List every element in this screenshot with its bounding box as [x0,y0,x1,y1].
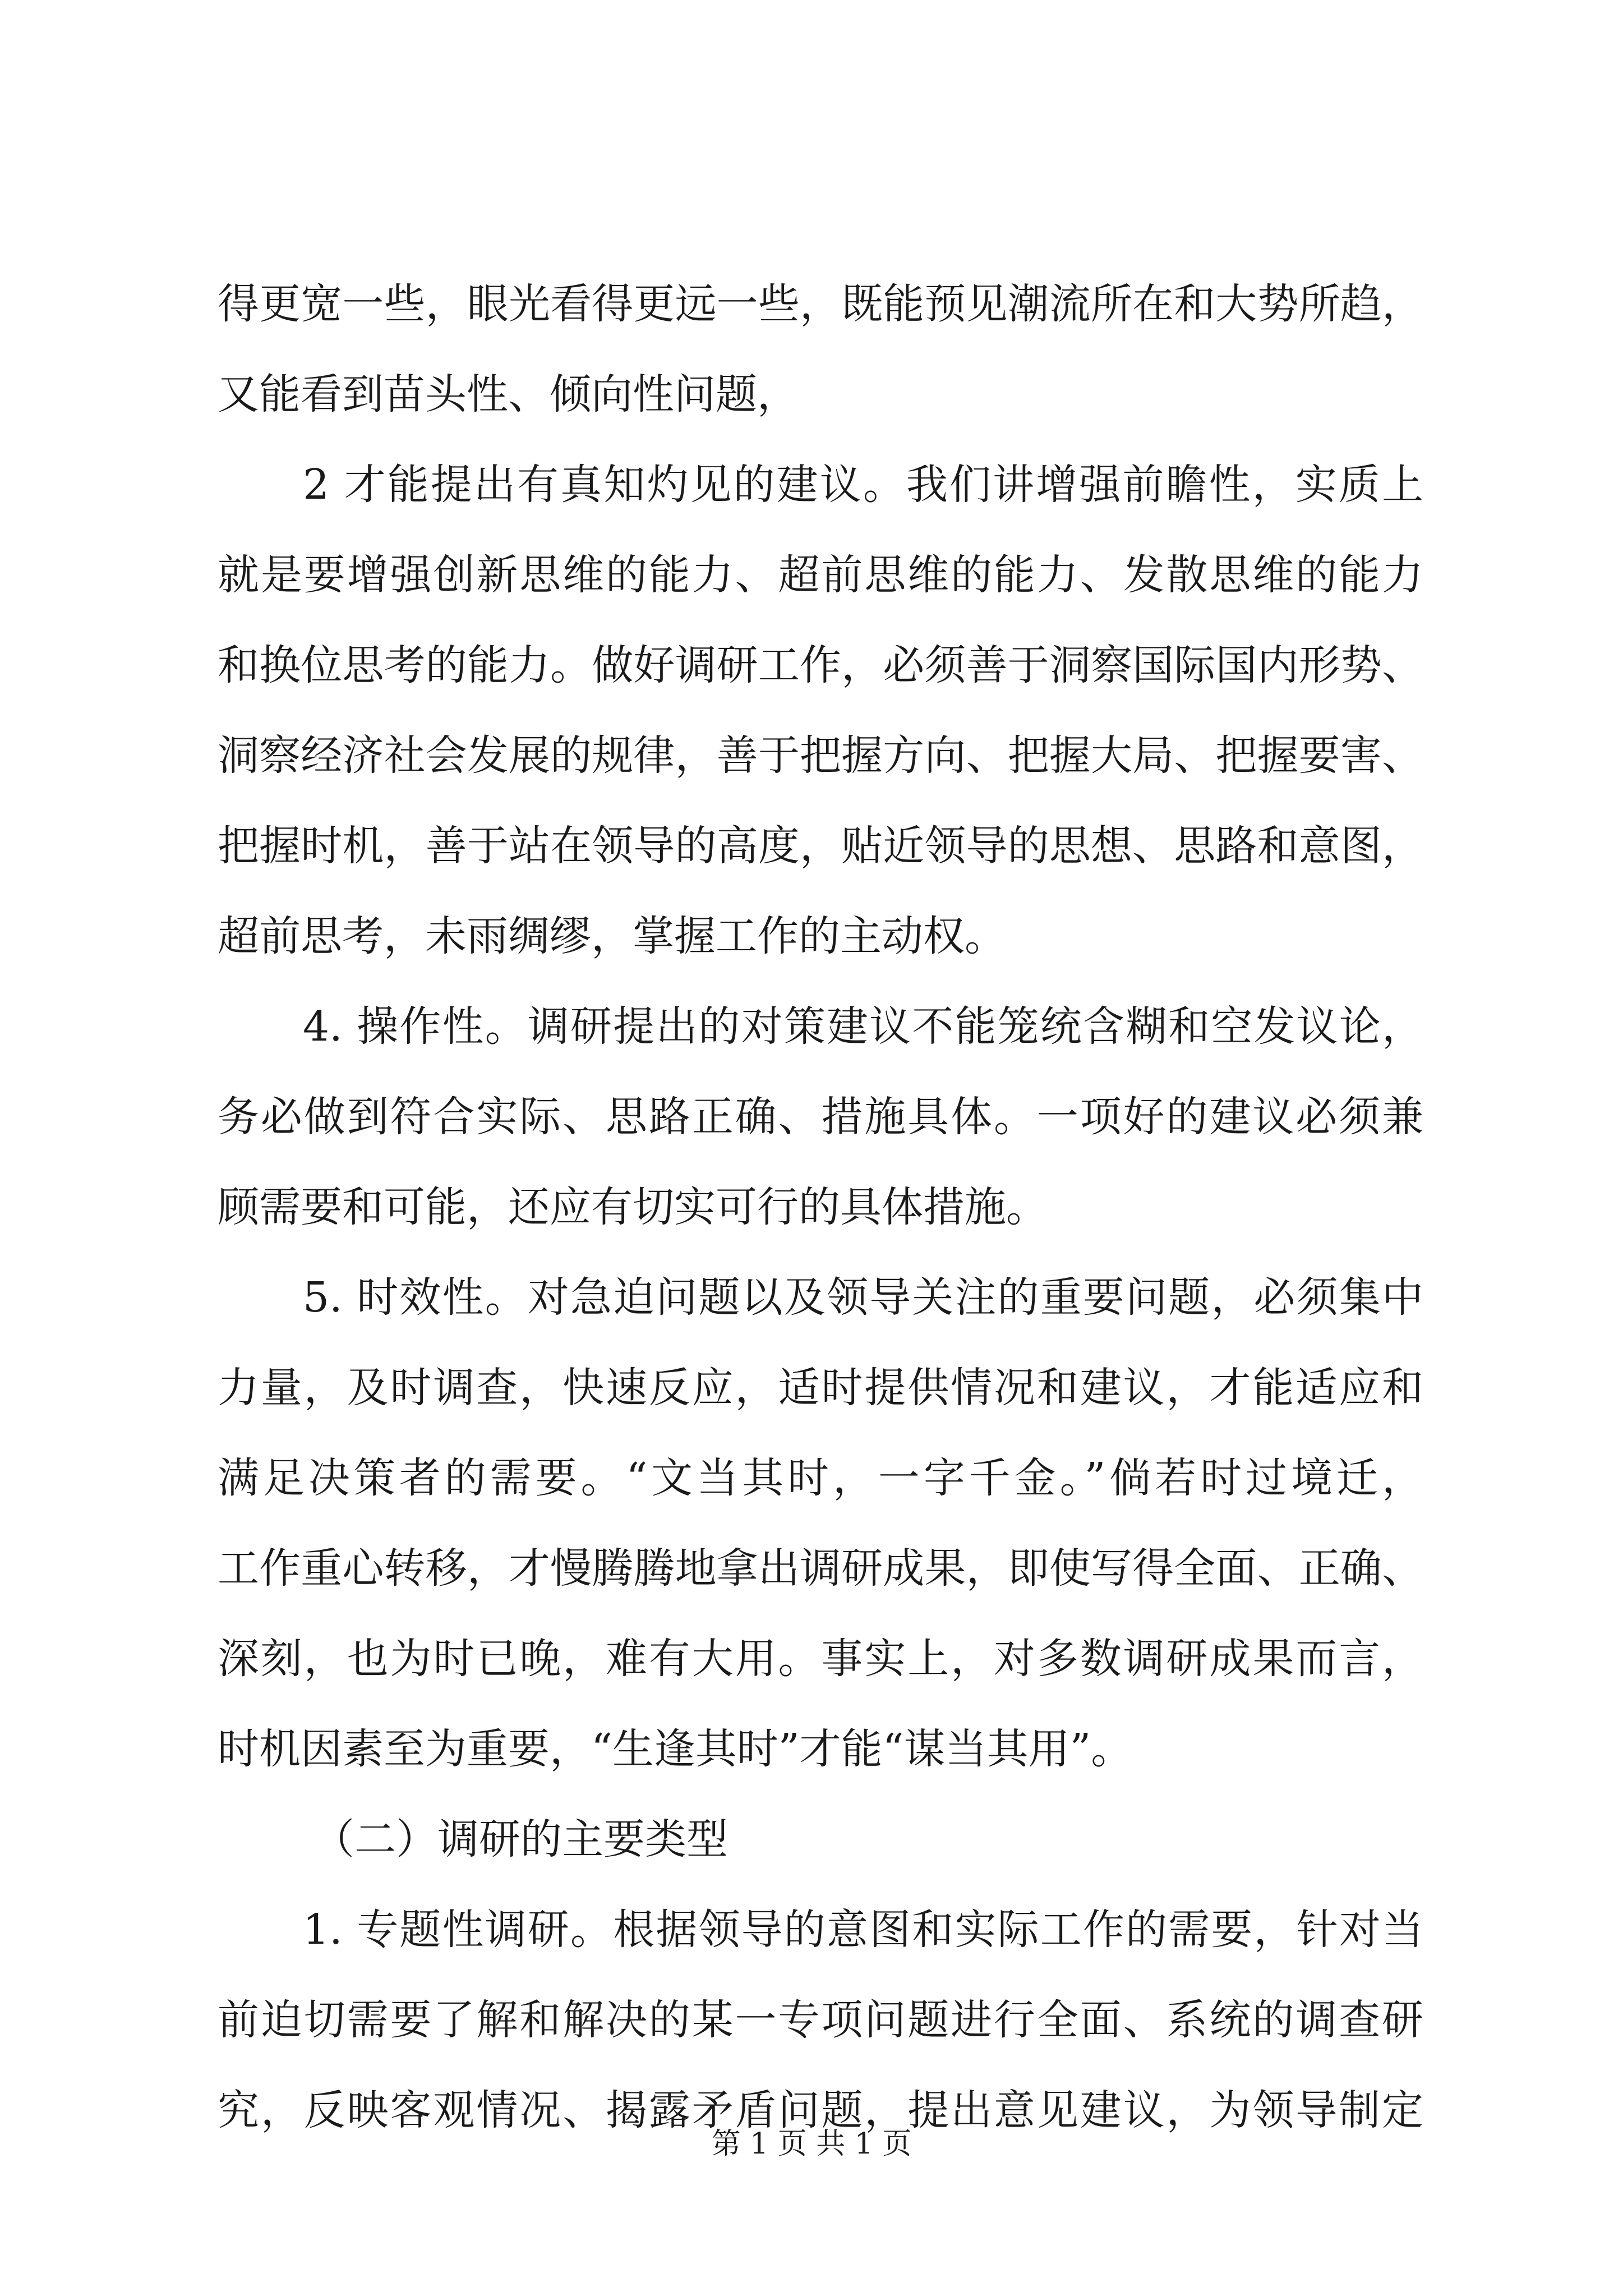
paragraph-line: 深刻，也为时已晚，难有大用。事实上，对多数调研成果而言， [218,1635,1423,1683]
paragraph-line: 工作重心转移，才慢腾腾地拿出调研成果，即使写得全面、正确、 [218,1544,1423,1593]
paragraph-line: 究，反映客观情况、揭露矛盾问题，提出意见建议，为领导制定 [218,2086,1423,2134]
paragraph-line: 就是要增强创新思维的能力、超前思维的能力、发散思维的能力 [218,551,1423,599]
paragraph-line: 务必做到符合实际、思路正确、措施具体。一项好的建议必须兼 [218,1093,1423,1141]
paragraph-line: 1. 专题性调研。根据领导的意图和实际工作的需要，针对当 [303,1906,1423,1954]
paragraph-line: 洞察经济社会发展的规律，善于把握方向、把握大局、把握要害、 [218,731,1423,780]
section-heading: （二）调研的主要类型 [313,1815,728,1864]
paragraph-line: 5. 时效性。对急迫问题以及领导关注的重要问题，必须集中 [303,1273,1423,1322]
paragraph-line: 力量，及时调查，快速反应，适时提供情况和建议，才能适应和 [218,1364,1423,1412]
paragraph-line: 4. 操作性。调研提出的对策建议不能笼统含糊和空发议论， [303,1002,1423,1051]
paragraph-line: 2 才能提出有真知灼见的建议。我们讲增强前瞻性，实质上 [303,461,1423,509]
paragraph-line: 把握时机，善于站在领导的高度，贴近领导的思想、思路和意图， [218,822,1423,870]
paragraph-line: 满足决策者的需要。“文当其时，一字千金。”倘若时过境迁， [218,1454,1423,1502]
body-text [218,259,1423,2156]
paragraph-line: 前迫切需要了解和解决的某一专项问题进行全面、系统的调查研 [218,1996,1423,2044]
paragraph-line: 超前思考，未雨绸缪，掌握工作的主动权。 [218,912,1006,960]
paragraph-line: 得更宽一些，眼光看得更远一些，既能预见潮流所在和大势所趋， [218,280,1423,328]
paragraph-line: 时机因素至为重要，“生逢其时”才能“谋当其用”。 [218,1725,1133,1773]
page-footer: 第 1 页 共 1 页 [711,2127,912,2161]
paragraph-line: 顾需要和可能，还应有切实可行的具体措施。 [218,1183,1048,1231]
paragraph-line: 和换位思考的能力。做好调研工作，必须善于洞察国际国内形势、 [218,641,1423,689]
paragraph-line: 又能看到苗头性、倾向性问题， [218,370,799,418]
